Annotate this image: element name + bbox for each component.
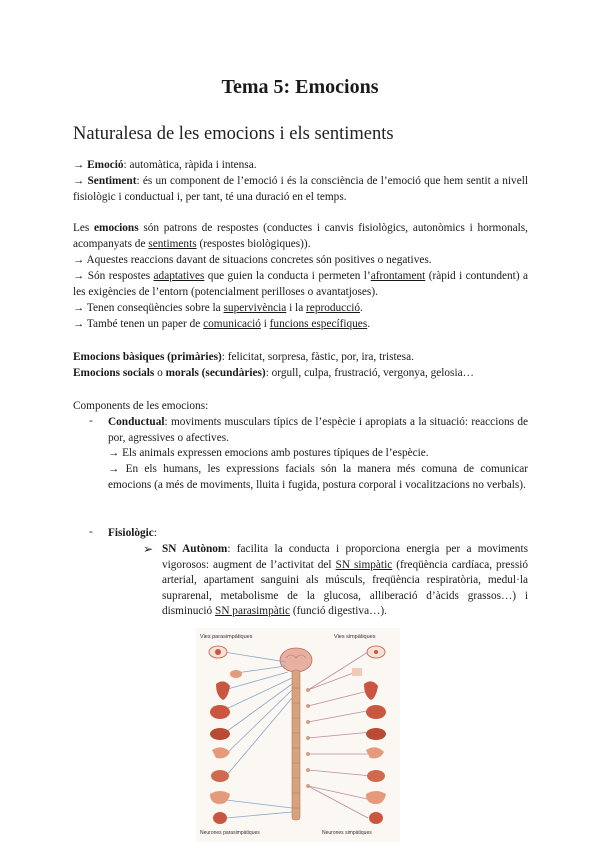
text: : facilita la conducta i proporciona energia per a moviments vigorosos: augment de l’activitat del: [162, 543, 528, 571]
term-sentiment: Sentiment: [87, 175, 137, 187]
component-fisiologic: [108, 526, 528, 542]
conductual-humans: → En els humans, les expressions facials són la manera més comuna de comunicar emocions (a més de moviments, lluita i fugida, postura corporal i vocalitzacions no verbals).: [108, 463, 528, 491]
text: Les: [73, 222, 90, 234]
text: i: [263, 318, 267, 330]
text: i la: [289, 302, 304, 314]
liver-icon: [366, 728, 386, 740]
bladder-icon: [213, 812, 227, 824]
page-title: Tema 5: Emocions: [221, 76, 379, 98]
point-positive-negative: → Aquestes reaccions davant de situacions concretes són positives o negatives.: [73, 254, 432, 266]
text: (funció digestiva…).: [292, 605, 387, 617]
bullet-dash: -: [89, 526, 93, 538]
term-socials: Emocions socials: [73, 367, 155, 379]
text: :: [153, 527, 157, 539]
text: (freqüència cardíaca, pressió arterial, apartament sanguini als músculs, freqüència respiratòria, medul·la suprarenal, metabolisme de la glucosa, alliberació d’àcids grassos…) i disminució: [162, 558, 529, 617]
emocions-paragraph: [73, 221, 528, 252]
term-emocio: Emoció: [87, 159, 124, 171]
adrenal-icon: [367, 770, 385, 782]
spinal-cord-icon: [292, 670, 300, 820]
text: (respostes biològiques)).: [199, 237, 311, 250]
bladder-icon: [369, 812, 383, 824]
text: : felicitat, sorpresa, fàstic, por, ira, tristesa.: [221, 351, 414, 363]
text: o: [157, 367, 163, 379]
emocions-socials: [73, 366, 528, 382]
right-footer: Neurones simpàtiques: [322, 830, 372, 836]
term-sn-parasimpatic: SN parasimpàtic: [215, 605, 291, 617]
liver-icon: [210, 728, 230, 740]
definition-emocio: → Emoció: automàtica, ràpida i intensa.: [73, 159, 257, 171]
term-sn-autonom: SN Autònom: [162, 543, 228, 555]
term-afrontament: afrontament: [370, 270, 426, 282]
term-reproduccio: reproducció: [306, 302, 360, 314]
text: .: [360, 302, 363, 314]
definition-text: : automàtica, ràpida i intensa.: [123, 159, 257, 171]
gland-icon: [230, 670, 242, 678]
autonomic-nervous-system-diagram: [196, 628, 400, 842]
point-consequencies: [73, 301, 528, 317]
text: .: [367, 318, 371, 330]
text: : orgull, culpa, frustració, vergonya, gelosia…: [265, 367, 474, 379]
text: que guien la conducta i permeten l’: [207, 270, 371, 282]
emocions-basiques: [73, 350, 528, 366]
term-supervivencia: supervivència: [223, 302, 287, 314]
text: són patrons de respostes (conductes i canvis fisiològics, autonòmics i hormonals, acompanyats de: [73, 222, 528, 250]
lung-icon: [210, 705, 230, 719]
sn-autonom-paragraph: [162, 542, 528, 620]
text: : moviments musculars típics de l’espècie i apropiats a la situació: reaccions de por, agressives o afectives.: [108, 416, 528, 444]
term-fisiologic: Fisiològic: [108, 527, 154, 539]
definition-sentiment: → Sentiment: és un component de l’emoció i és la consciència de l’emoció que hem sentit a nivell fisiològic i conductual i, per tant, té una duració en el temps.: [73, 175, 528, 203]
left-title: Vies parasimpàtiques: [200, 634, 253, 640]
bullet-dash: -: [89, 415, 93, 427]
point-adaptatives: [73, 269, 528, 300]
arrow-bullet-icon: ➢: [143, 542, 154, 556]
component-conductual: [108, 415, 528, 446]
left-footer: Neurones parasimpàtiques: [200, 830, 260, 836]
term-basiques: Emocions bàsiques (primàries): [73, 351, 222, 363]
pancreas-icon: [211, 770, 229, 782]
pupil-icon: [215, 649, 221, 655]
definition-text: : és un component de l’emoció i és la consciència de l’emoció que hem sentit a nivell fisiològic i conductual i, per tant, té una duració en el temps.: [73, 175, 528, 203]
brain-icon: [280, 648, 312, 672]
term-conductual: Conductual: [108, 416, 165, 428]
section-heading: Naturalesa de les emocions i els sentiments: [73, 124, 394, 144]
text: → Són respostes: [73, 270, 151, 282]
pupil-icon: [374, 650, 378, 654]
text: (ràpid i contundent) a les exigències de l’entorn (potencialment perilloses o avantatjoses).: [73, 270, 529, 298]
lung-icon: [366, 705, 386, 719]
term-sn-simpatic: SN simpàtic: [335, 558, 393, 571]
skin-icon: [352, 668, 362, 676]
point-comunicacio: [73, 317, 528, 333]
term-sentiments: sentiments: [148, 237, 197, 250]
term-morals: morals (secundàries): [165, 367, 266, 379]
term-funcions: funcions específiques: [269, 318, 368, 330]
ans-figure: [196, 628, 400, 842]
conductual-animals: → Els animals expressen emocions amb postures típiques de l’espècie.: [108, 447, 429, 459]
text: → També tenen un paper de: [73, 318, 201, 330]
text: → Tenen conseqüències sobre la: [73, 302, 221, 314]
components-heading: Components de les emocions:: [73, 400, 209, 412]
term-adaptatives: adaptatives: [153, 270, 205, 282]
term-emocions: emocions: [94, 222, 139, 234]
term-comunicacio: comunicació: [203, 318, 261, 330]
right-title: Vies simpàtiques: [334, 634, 376, 640]
